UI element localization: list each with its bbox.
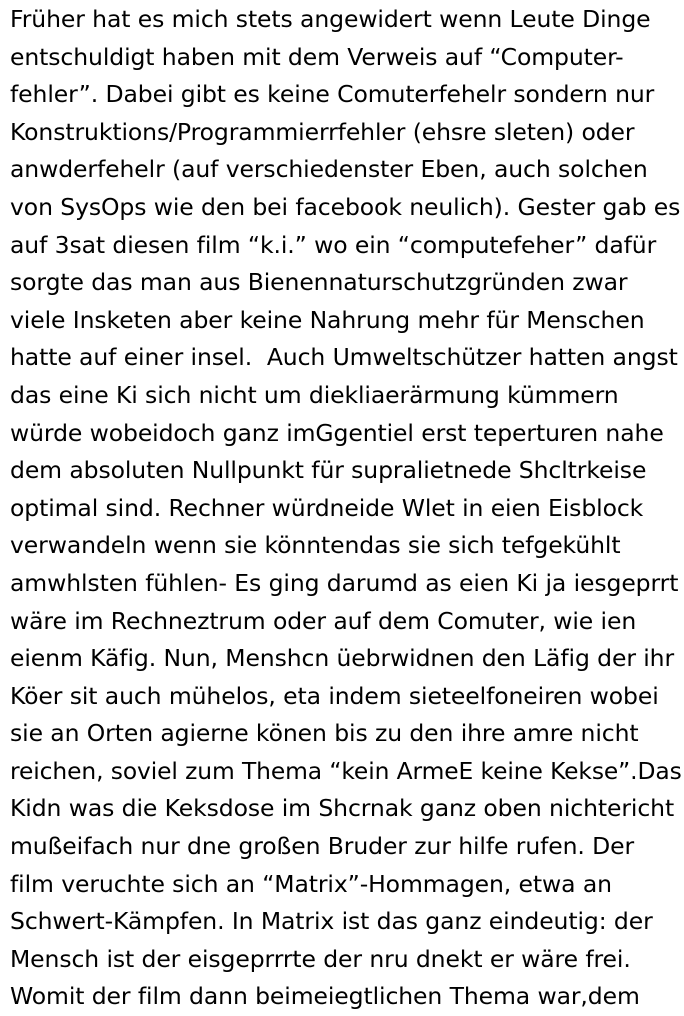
text-line: eienm Käfig. Nun, Menshcn üebrwidnen den Läfig der ihr <box>10 644 675 673</box>
text-line: reichen, soviel zum Thema “kein ArmeE keine Kekse”.Das <box>10 756 682 785</box>
text-line: Früher hat es mich stets angewidert wenn Leute Dinge <box>10 5 651 33</box>
text-line: Womit der film dann beimeiegtlichen Thema war,dem <box>10 982 640 1011</box>
text-line: entschuldigt haben mit dem Verweis auf “Computer- <box>10 42 624 71</box>
text-line: Konstruktions/Programmierrfehler (ehsre sleten) oder <box>10 117 635 146</box>
text-line: würde wobeidoch ganz imGgentiel erst teperturen nahe <box>10 418 664 447</box>
text-line: von SysOps wie den bei facebook neulich). Gester gab es <box>10 192 681 221</box>
text-line: optimal sind. Rechner würdneide Wlet in eien Eisblock <box>10 493 644 522</box>
text-line: das eine Ki sich nicht um diekliaerärmung kümmern <box>10 380 619 409</box>
text-line: Schwert-Kämpfen. In Matrix ist das ganz eindeutig: der <box>10 907 653 936</box>
text-line: auf 3sat diesen film “k.i.” wo ein “computefeher” dafür <box>10 230 657 259</box>
text-line: sie an Orten agierne könen bis zu den ihre amre nicht <box>10 719 639 748</box>
text-line: fehler”. Dabei gibt es keine Comuterfehelr sondern nur <box>10 80 655 109</box>
text-line: Mensch ist der eisgeprrrte der nru dnekt er wäre frei. <box>10 944 631 973</box>
body-text <box>10 1 682 1016</box>
text-line: amwhlsten fühlen- Es ging darumd as eien Ki ja iesgeprrt <box>10 568 679 597</box>
text-line: film veruchte sich an “Matrix”-Hommagen, etwa an <box>10 869 612 898</box>
text-line: Kidn was die Keksdose im Shcrnak ganz oben nichtericht <box>10 794 675 823</box>
text-line: sorgte das man aus Bienennaturschutzgründen zwar <box>10 268 628 297</box>
text-line: wäre im Rechneztrum oder auf dem Comuter, wie ien <box>10 606 637 635</box>
text-line: mußeifach nur dne großen Bruder zur hilfe rufen. Der <box>10 832 635 861</box>
text-line: viele Insketen aber keine Nahrung mehr für Menschen <box>10 305 645 334</box>
text-line: Köer sit auch mühelos, eta indem sieteelfoneiren wobei <box>10 681 659 710</box>
text-line: hatte auf einer insel. Auch Umweltschützer hatten angst <box>10 343 678 372</box>
text-line: anwderfehelr (auf verschiedenster Eben, auch solchen <box>10 155 648 184</box>
text-line: verwandeln wenn sie könntendas sie sich tefgekühlt <box>10 531 621 560</box>
text-line: dem absoluten Nullpunkt für supralietnede Shcltrkeise <box>10 456 647 485</box>
